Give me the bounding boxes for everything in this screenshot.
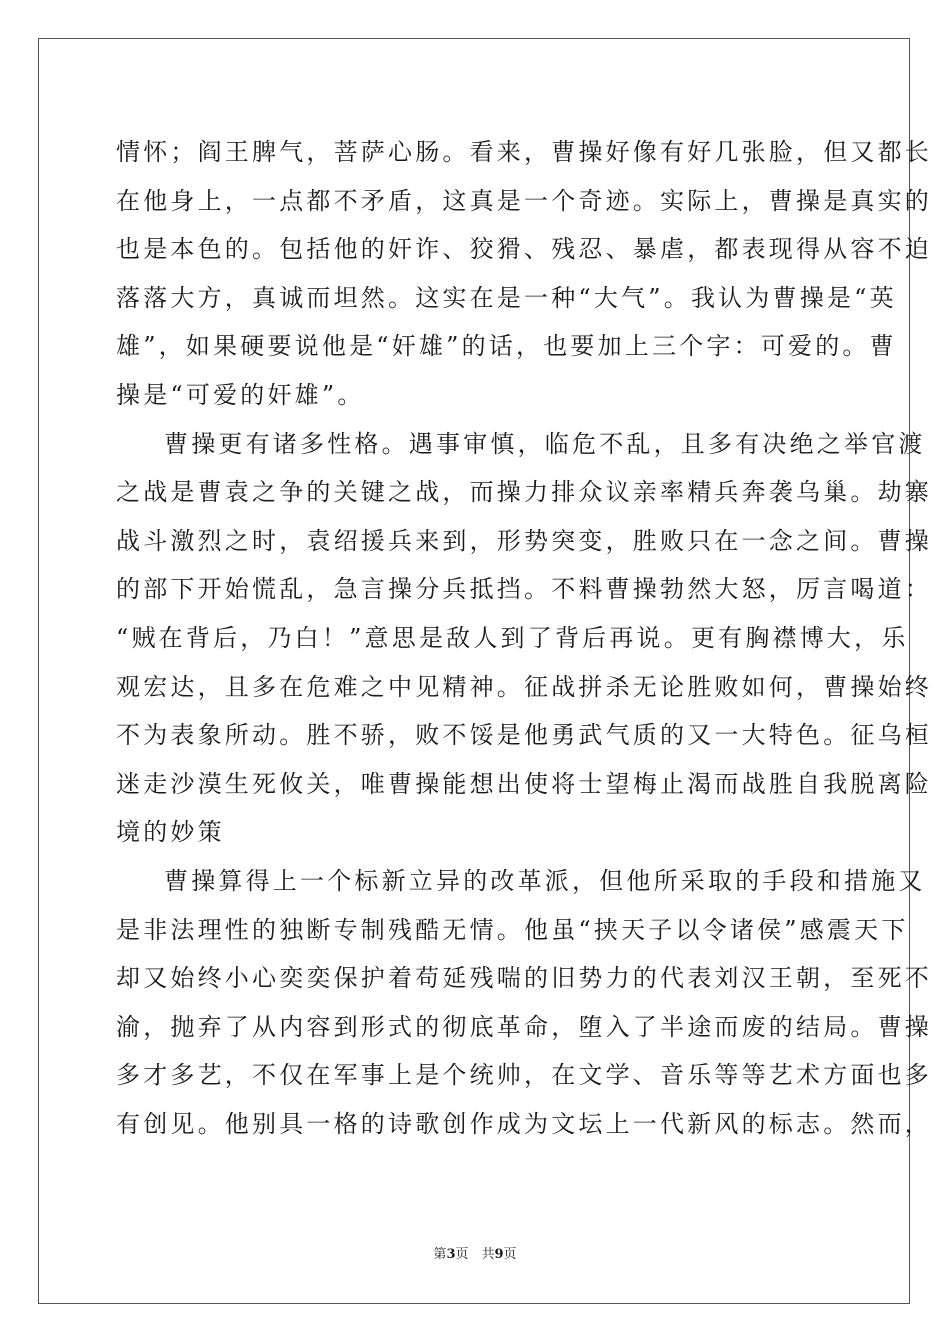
text-line: 是非法理性的独断专制残酷无情。他虽“挟天子以令诸侯”感震天下	[116, 915, 909, 944]
text-line: 曹操更有诸多性格。遇事审慎，临危不乱，且多有决绝之举官渡	[164, 429, 926, 458]
text-line: 不为表象所动。胜不骄，败不馁是他勇武气质的又一大特色。征乌桓	[116, 721, 932, 750]
text-line: 有创见。他别具一格的诗歌创作成为文坛上一代新风的标志。然而，	[116, 1109, 932, 1138]
text-line: 情怀；阎王脾气，菩萨心肠。看来，曹操好像有好几张脸，但又都长	[116, 138, 932, 166]
text-line: 境的妙策	[116, 818, 225, 847]
text-line: 雄”，如果硬要说他是“奸雄”的话，也要加上三个字：可爱的。曹	[116, 332, 897, 361]
text-line: 渝，抛弃了从内容到形式的彻底革命，堕入了半途而废的结局。曹操	[116, 1012, 932, 1041]
text-line: 也是本色的。包括他的奸诈、狡猾、残忍、暴虐，都表现得从容不迫	[116, 235, 932, 264]
text-line: 落落大方，真诚而坦然。这实在是一种“大气”。我认为曹操是“英	[116, 283, 897, 312]
text-line: “贼在背后，乃白！”意思是敌人到了背后再说。更有胸襟博大，乐	[116, 623, 909, 652]
text-line: 之战是曹袁之争的关键之战，而操力排众议亲率精兵奔袭乌巢。劫寨	[116, 478, 932, 507]
text-line: 战斗激烈之时，袁绍援兵来到，形势突变，胜败只在一念之间。曹操	[116, 526, 932, 555]
text-line: 在他身上，一点都不矛盾，这真是一个奇迹。实际上，曹操是真实的	[116, 186, 932, 215]
footer-prefix: 第	[433, 1247, 447, 1262]
page-footer	[0, 1246, 950, 1264]
text-line: 操是“可爱的奸雄”。	[116, 380, 365, 409]
total-page-count: 9	[494, 1247, 504, 1262]
current-page-number: 3	[446, 1247, 456, 1262]
text-line: 却又始终小心奕奕保护着苟延残喘的旧势力的代表刘汉王朝，至死不	[116, 964, 932, 993]
text-line: 观宏达，且多在危难之中见精神。征战拼杀无论胜败如何，曹操始终	[116, 672, 932, 701]
text-line: 多才多艺，不仅在军事上是个统帅，在文学、音乐等等艺术方面也多	[116, 1061, 932, 1090]
text-line: 曹操算得上一个标新立异的改革派，但他所采取的手段和措施又	[164, 866, 926, 895]
document-body	[116, 128, 932, 1148]
footer-suffix: 页	[503, 1247, 517, 1262]
footer-middle: 页 共	[455, 1247, 495, 1262]
text-line: 的部下开始慌乱，急言操分兵抵挡。不料曹操勃然大怒，厉言喝道：	[116, 575, 932, 604]
text-line: 迷走沙漠生死攸关，唯曹操能想出使将士望梅止渴而战胜自我脱离险	[116, 769, 932, 798]
